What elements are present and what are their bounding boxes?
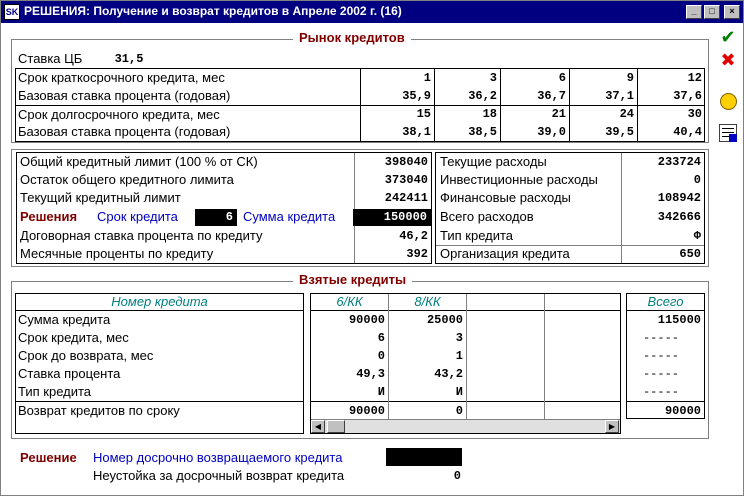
early-repay-input[interactable] [386, 448, 462, 466]
finance-expenses-value: 108942 [657, 191, 701, 205]
total-cell: ----- [642, 331, 679, 345]
org-credit-value: 650 [679, 247, 701, 261]
credit-term-label: Срок кредита [97, 209, 178, 224]
credit-term-input[interactable]: 6 [195, 209, 237, 226]
early-repay-label: Номер досрочно возвращаемого кредита [93, 450, 343, 465]
repay-label: Возврат кредитов по сроку [18, 403, 180, 418]
short-rate-label: Базовая ставка процента (годовая) [18, 88, 231, 103]
total-expenses-label: Всего расходов [440, 209, 534, 224]
decision-label: Решения [20, 209, 78, 224]
current-expenses-value: 233724 [657, 155, 701, 169]
invest-expenses-value: 0 [693, 173, 701, 187]
row-label: Сумма кредита [18, 312, 111, 327]
minimize-button[interactable]: _ [686, 5, 702, 19]
row-label: Срок до возврата, мес [18, 348, 154, 363]
monthly-interest-label: Месячные проценты по кредиту [20, 246, 214, 261]
scroll-thumb[interactable] [327, 420, 345, 433]
short-term-cell: 12 [687, 71, 702, 85]
total-header: Всего [647, 294, 684, 309]
report-icon[interactable] [719, 124, 737, 142]
short-rate-cell: 35,9 [402, 89, 431, 103]
credit-cell: И [377, 385, 385, 399]
short-term-cell: 9 [626, 71, 634, 85]
scroll-right-arrow-icon[interactable]: ▶ [605, 420, 619, 433]
credit-cell: 6 [377, 331, 385, 345]
long-term-label: Срок долгосрочного кредита, мес [18, 107, 220, 122]
market-title: Рынок кредитов [293, 30, 411, 45]
total-limit-label: Общий кредитный лимит (100 % от СК) [20, 154, 258, 169]
total-cell: 115000 [657, 313, 701, 327]
title-bar [1, 1, 743, 23]
credit-col-header[interactable]: 6/КК [336, 294, 363, 309]
maximize-button[interactable]: □ [704, 5, 720, 19]
cb-rate-label: Ставка ЦБ [18, 51, 83, 66]
short-term-cell: 3 [489, 71, 497, 85]
org-credit-label: Организация кредита [440, 246, 570, 261]
taken-credits-title: Взятые кредиты [293, 272, 412, 287]
short-rate-cell: 37,1 [605, 89, 634, 103]
penalty-label: Неустойка за досрочный возврат кредита [93, 468, 345, 483]
short-rate-cell: 36,7 [537, 89, 566, 103]
cancel-x-icon[interactable]: ✖ [720, 50, 736, 71]
long-term-cell: 15 [416, 107, 431, 121]
credit-cell: 1 [455, 349, 463, 363]
total-cell: ----- [642, 385, 679, 399]
credit-cell: 25000 [426, 313, 463, 327]
repay-total: 90000 [664, 404, 701, 418]
row-label: Тип кредита [18, 384, 92, 399]
credit-sum-input[interactable]: 150000 [353, 209, 431, 226]
long-rate-cell: 38,5 [468, 125, 497, 139]
current-limit-label: Текущий кредитный лимит [20, 190, 181, 205]
total-cell: ----- [642, 349, 679, 363]
credit-cell: 49,3 [356, 367, 385, 381]
short-term-cell: 1 [423, 71, 431, 85]
credit-col-header[interactable]: 8/КК [414, 294, 441, 309]
repay-cell: 90000 [348, 404, 385, 418]
app-icon: SK [4, 4, 20, 20]
short-rate-cell: 37,6 [673, 89, 702, 103]
ok-check-icon[interactable]: ✔ [720, 27, 736, 48]
finance-expenses-label: Финансовые расходы [440, 190, 571, 205]
credit-cell: И [455, 385, 463, 399]
credit-type-value: Ф [693, 229, 701, 243]
row-label: Срок кредита, мес [18, 330, 129, 345]
coin-icon[interactable] [720, 93, 737, 110]
close-button[interactable]: × [724, 5, 740, 19]
remaining-limit-value: 373040 [384, 173, 428, 187]
contract-rate-label: Договорная ставка процента по кредиту [20, 228, 263, 243]
long-term-cell: 18 [482, 107, 497, 121]
long-term-cell: 21 [551, 107, 566, 121]
total-cell: ----- [642, 367, 679, 381]
cb-rate-value: 31,5 [114, 52, 144, 66]
row-label: Ставка процента [18, 366, 121, 381]
short-term-cell: 6 [558, 71, 566, 85]
horizontal-scrollbar[interactable] [311, 419, 620, 433]
total-expenses-value: 342666 [657, 210, 701, 224]
window-title: РЕШЕНИЯ: Получение и возврат кредитов в Апреле 2002 г. (16) [24, 4, 402, 18]
short-term-label: Срок краткосрочного кредита, мес [18, 70, 225, 85]
bottom-decision-label: Решение [20, 450, 77, 465]
long-term-cell: 24 [619, 107, 634, 121]
credit-cell: 3 [455, 331, 463, 345]
monthly-interest-value: 392 [406, 247, 428, 261]
total-limit-value: 398040 [384, 155, 428, 169]
credit-type-label: Тип кредита [440, 228, 514, 243]
short-rate-cell: 36,2 [468, 89, 497, 103]
contract-rate-value: 46,2 [399, 229, 428, 243]
credit-sum-label: Сумма кредита [243, 209, 336, 224]
long-rate-cell: 40,4 [673, 125, 702, 139]
current-expenses-label: Текущие расходы [440, 154, 547, 169]
long-rate-cell: 39,0 [537, 125, 566, 139]
penalty-value: 0 [453, 469, 461, 483]
long-term-cell: 30 [687, 107, 702, 121]
repay-cell: 0 [455, 404, 463, 418]
long-rate-cell: 39,5 [605, 125, 634, 139]
scroll-left-arrow-icon[interactable]: ◀ [311, 420, 325, 433]
long-rate-label: Базовая ставка процента (годовая) [18, 124, 231, 139]
invest-expenses-label: Инвестиционные расходы [440, 172, 598, 187]
credit-number-header: Номер кредита [111, 294, 208, 309]
credit-cell: 43,2 [434, 367, 463, 381]
credit-cell: 0 [377, 349, 385, 363]
long-rate-cell: 38,1 [402, 125, 431, 139]
remaining-limit-label: Остаток общего кредитного лимита [20, 172, 234, 187]
current-limit-value: 242411 [384, 191, 428, 205]
credit-cell: 90000 [348, 313, 385, 327]
